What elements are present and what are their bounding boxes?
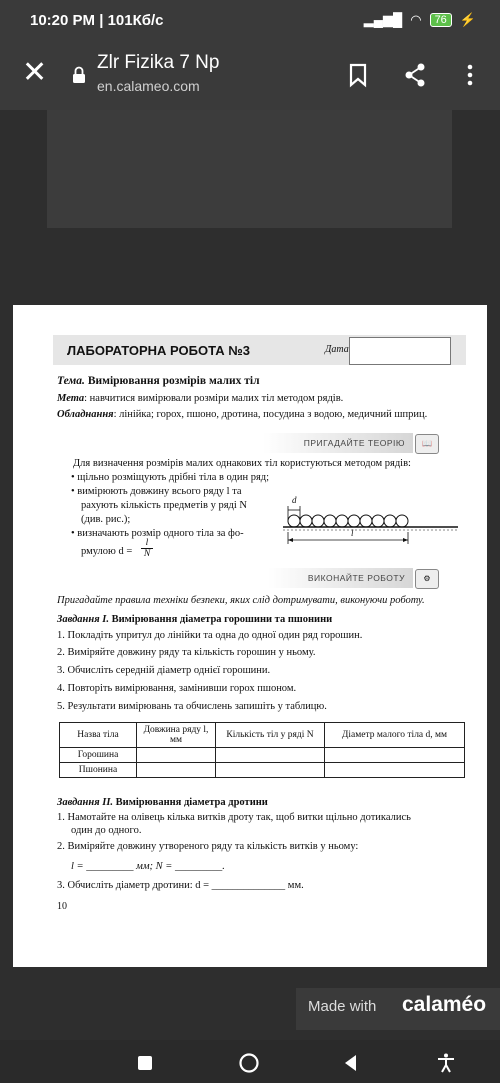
equipment-text: : лінійка; горох, пшоно, дротина, посудина з водою, медичний шприц.: [113, 409, 428, 420]
task1-heading: [57, 614, 332, 625]
safety-note: Пригадайте правила техніки безпеки, яких слід дотримувати, виконуючи роботу.: [57, 595, 425, 606]
task2-label: Завдання II.: [57, 797, 114, 808]
table-cell: [325, 748, 465, 763]
page-number: 10: [57, 901, 67, 912]
calameo-badge[interactable]: [296, 988, 500, 1030]
table-header: Кількість тіл у ряді N: [216, 723, 325, 748]
gears-icon: ⚙: [415, 569, 439, 589]
theory-banner: ПРИГАДАЙТЕ ТЕОРІЮ: [263, 433, 413, 453]
goal-line: [57, 393, 343, 404]
more-options-icon[interactable]: [455, 60, 485, 90]
previous-page-preview: [47, 110, 452, 228]
goal-text: : навчитися вимірювали розміри малих тіл методом рядів.: [84, 393, 344, 404]
formula-numerator: l: [141, 538, 153, 549]
signal-icon: ▂▄▆█: [363, 12, 403, 27]
back-icon[interactable]: [340, 1052, 362, 1074]
bookmark-icon[interactable]: [343, 60, 373, 90]
home-icon[interactable]: [238, 1052, 260, 1074]
task2-step-2: 2. Виміряйте довжину утвореного ряду та кількість витків у ньому:: [57, 841, 359, 852]
page-title: Zlr Fizika 7 Np: [97, 52, 220, 73]
task1-step-1: 1. Покладіть упритул до лінійки та одна до одної один ряд горошин.: [57, 630, 363, 641]
task1-step-5: 5. Результати вимірювань та обчислень запишіть у таблицю.: [57, 701, 327, 712]
task1-step-2: 2. Виміряйте довжину ряду та кількість горошин у ньому.: [57, 647, 316, 658]
lab-title: ЛАБОРАТОРНА РОБОТА №3: [67, 343, 250, 358]
task2-heading: [57, 797, 268, 808]
topic-line: [57, 375, 260, 387]
browser-app-bar: [0, 40, 500, 110]
status-icons: [364, 12, 476, 28]
task1-text: Вимірювання діаметра горошини та пшонини: [111, 614, 333, 625]
recent-apps-icon[interactable]: [134, 1052, 156, 1074]
status-bar: [0, 0, 500, 40]
bullet-3b: рмулою d =: [81, 546, 133, 557]
goal-label: Мета: [57, 393, 85, 404]
bullet-2c: (див. рис.);: [81, 514, 131, 525]
status-time: 10:20 PM | 101Кб/с: [30, 12, 164, 29]
bullet-2b: рахують кількість предметів у ряді N: [81, 500, 247, 511]
table-header-row: [60, 723, 465, 748]
bullet-3: • визначають розмір одного тіла за фо-: [71, 528, 244, 539]
row-of-peas-figure: [283, 498, 463, 558]
topic-label: Тема.: [57, 375, 85, 387]
figure-label-d: d: [292, 495, 297, 505]
made-with-label: Made with: [308, 998, 377, 1015]
task1-step-3: 3. Обчисліть середній діаметр однієї горошини.: [57, 665, 271, 676]
table-header: Діаметр малого тіла d, мм: [325, 723, 465, 748]
share-icon[interactable]: [400, 60, 430, 90]
table-header: Назва тіла: [60, 723, 137, 748]
lock-icon: [72, 66, 86, 84]
task2-step-3: 3. Обчисліть діаметр дротини: d = ______________ мм.: [57, 880, 304, 891]
task2-step-1: 1. Намотайте на олівець кілька витків дроту так, щоб витки щільно дотикались: [57, 812, 411, 823]
table-cell: [216, 763, 325, 778]
bullet-2: • вимірюють довжину всього ряду l та: [71, 486, 242, 497]
task1-label: Завдання І.: [57, 614, 109, 625]
table-cell: [325, 763, 465, 778]
formula: [141, 538, 153, 559]
table-cell: [216, 748, 325, 763]
calameo-logo: calaméo: [402, 993, 487, 1016]
battery-icon: 76: [430, 13, 452, 27]
equipment-label: Обладнання: [57, 409, 114, 420]
table-cell: Пшонина: [60, 763, 137, 778]
equipment-line: [57, 409, 427, 420]
intro-text: Для визначення розмірів малих однакових тіл користуються методом рядів:: [73, 458, 411, 469]
charging-icon: ⚡: [459, 12, 476, 27]
date-label: Дата: [325, 344, 349, 355]
bullet-1: • щільно розміщують дрібні тіла в один ряд;: [71, 472, 270, 483]
close-icon[interactable]: ✕: [22, 56, 48, 89]
table-row: [60, 748, 465, 763]
results-table: [59, 722, 465, 778]
task1-step-4: 4. Повторіть вимірювання, замінивши горох пшоном.: [57, 683, 297, 694]
wifi-icon: ◠: [410, 12, 422, 27]
table-cell: [137, 748, 216, 763]
document-page[interactable]: [13, 305, 487, 967]
page-url[interactable]: en.calameo.com: [97, 78, 200, 94]
table-cell: Горошина: [60, 748, 137, 763]
table-header: Довжина ряду l, мм: [137, 723, 216, 748]
system-nav-bar: [0, 1040, 500, 1083]
table-cell: [137, 763, 216, 778]
topic-text: Вимірювання розмірів малих тіл: [87, 375, 260, 387]
task2-text: Вимірювання діаметра дротини: [115, 797, 268, 808]
book-icon: 📖: [415, 434, 439, 454]
work-banner: ВИКОНАЙТЕ РОБОТУ: [268, 568, 413, 588]
figure-label-l: l: [351, 528, 354, 538]
task2-step-1b: один до одного.: [71, 825, 142, 836]
formula-denominator: N: [143, 549, 151, 559]
date-box: [349, 337, 451, 365]
accessibility-icon[interactable]: [435, 1052, 457, 1074]
table-row: [60, 763, 465, 778]
task2-measure-line: l = _________ мм; N = _________.: [71, 861, 225, 872]
